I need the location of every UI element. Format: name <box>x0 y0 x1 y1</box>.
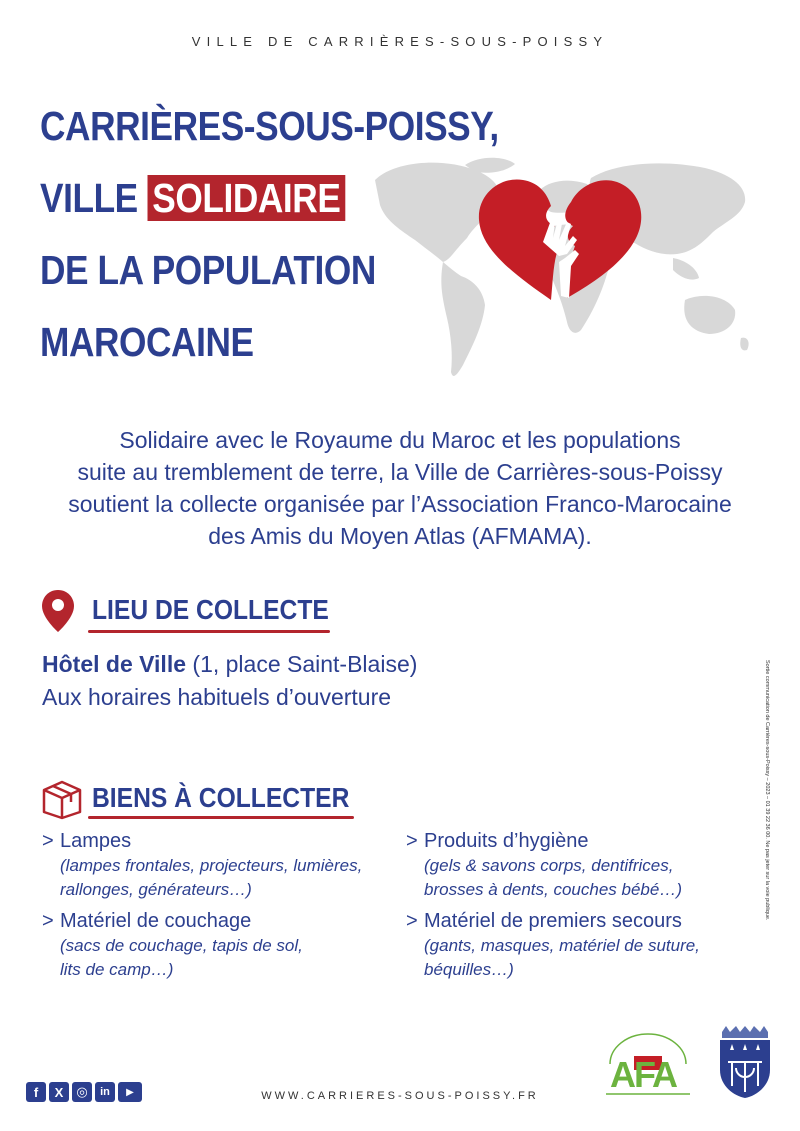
item-detail-line: (gels & savons corps, dentifrices, <box>424 856 674 875</box>
location-place <box>42 648 417 681</box>
list-item <box>406 828 766 902</box>
location-heading-underline <box>88 630 330 633</box>
x-twitter-icon[interactable]: X <box>49 1082 69 1102</box>
item-detail-line: lits de camp…) <box>60 960 174 979</box>
linkedin-icon[interactable]: in <box>95 1082 115 1102</box>
title-line-2 <box>40 162 499 234</box>
afmama-logo-text: AFA <box>610 1054 676 1095</box>
legal-side-note <box>756 660 774 940</box>
item-label: Produits d’hygiène <box>424 830 589 852</box>
city-crest-icon <box>716 1022 774 1100</box>
bullet: > <box>406 910 418 932</box>
item-detail-line: brosses à dents, couches bébé…) <box>424 880 682 899</box>
intro-paragraph <box>20 424 780 552</box>
website-link[interactable]: WWW.CARRIERES-SOUS-POISSY.FR <box>261 1090 539 1102</box>
item-detail <box>42 854 402 902</box>
item-label: Lampes <box>60 830 132 852</box>
title-line-2-prefix: VILLE <box>40 175 148 221</box>
list-item <box>42 828 402 902</box>
item-detail-line: rallonges, générateurs…) <box>60 880 252 899</box>
bullet: > <box>42 910 54 932</box>
youtube-icon[interactable]: ▶ <box>118 1082 142 1102</box>
title-line-3: DE LA POPULATION <box>40 247 376 293</box>
item-detail <box>406 854 766 902</box>
intro-line-1: Solidaire avec le Royaume du Maroc et les populations <box>119 427 681 453</box>
title-line-1: CARRIÈRES-SOUS-POISSY, <box>40 103 499 149</box>
list-item <box>406 908 766 982</box>
location-hours: Aux horaires habituels d’ouverture <box>42 684 392 710</box>
location-details <box>42 648 417 714</box>
location-place-address: (1, place Saint-Blaise) <box>186 651 418 677</box>
location-heading: LIEU DE COLLECTE <box>92 594 329 625</box>
bullet: > <box>406 830 418 852</box>
map-pin-icon <box>40 588 76 634</box>
intro-line-2: suite au tremblement de terre, la Ville de Carrières-sous-Poissy <box>77 459 723 485</box>
list-item <box>42 908 402 982</box>
location-place-name: Hôtel de Ville <box>42 651 187 677</box>
item-detail-line: (lampes frontales, projecteurs, lumières, <box>60 856 363 875</box>
item-detail <box>406 934 766 982</box>
facebook-icon[interactable]: f <box>26 1082 46 1102</box>
item-detail-line: (sacs de couchage, tapis de sol, <box>60 936 303 955</box>
intro-line-4: des Amis du Moyen Atlas (AFMAMA). <box>208 523 592 549</box>
box-icon <box>40 776 84 820</box>
item-detail-line: béquilles…) <box>424 960 514 979</box>
item-detail-line: (gants, masques, matériel de suture, <box>424 936 700 955</box>
goods-heading: BIENS À COLLECTER <box>92 782 350 813</box>
title-line-4: MAROCAINE <box>40 319 254 365</box>
page-title <box>40 90 499 378</box>
goods-list-right <box>406 828 766 988</box>
goods-heading-underline <box>88 816 354 819</box>
item-label: Matériel de premiers secours <box>424 910 682 932</box>
item-detail <box>42 934 402 982</box>
legal-side-note-text: Sortie communication de Carrières-sous-Poissy – 2023 – 01 39 22 36 00. Ne pas jeter sur la voie publique. <box>764 660 770 921</box>
goods-list-left <box>42 828 402 988</box>
afmama-logo <box>600 1028 696 1098</box>
bullet: > <box>42 830 54 852</box>
city-header: VILLE DE CARRIÈRES-SOUS-POISSY <box>191 34 609 49</box>
title-highlight: SOLIDAIRE <box>147 175 345 221</box>
instagram-icon[interactable]: ◎ <box>72 1082 92 1102</box>
item-label: Matériel de couchage <box>60 910 252 932</box>
intro-line-3: soutient la collecte organisée par l’Association Franco-Marocaine <box>68 491 732 517</box>
